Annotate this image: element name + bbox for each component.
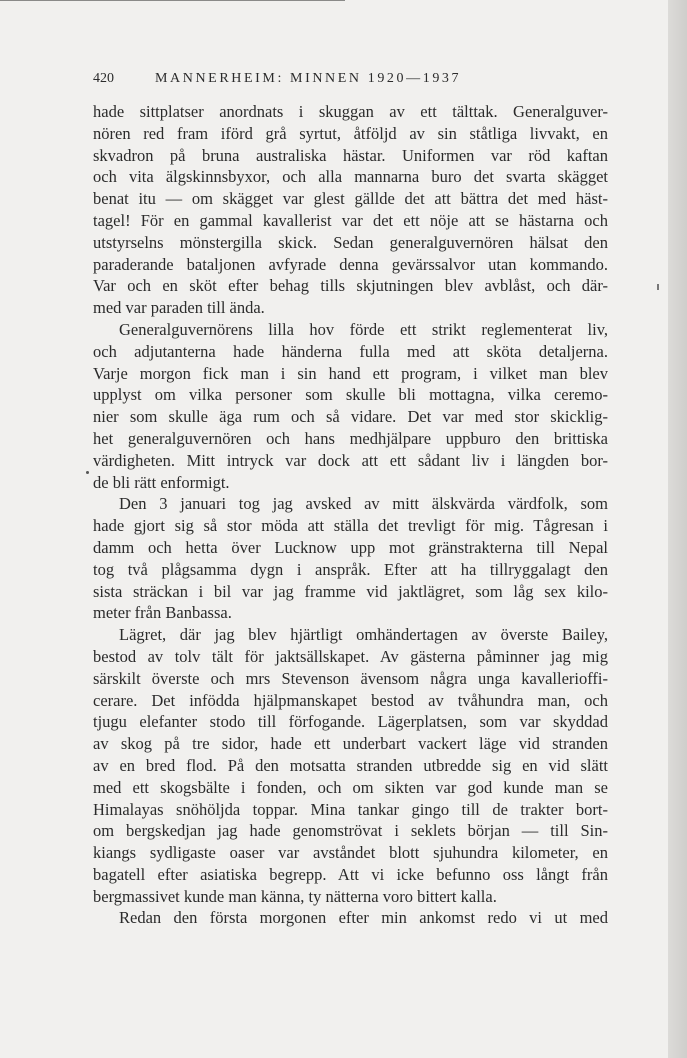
page-edge: [668, 0, 687, 1058]
text-line: Den 3 januari tog jag avsked av mitt älskvärda värdfolk, som: [119, 494, 608, 514]
running-title: MANNERHEIM: MINNEN 1920—1937: [155, 71, 462, 86]
body-text: [93, 101, 608, 929]
text-line: om bergskedjan jag hade genomströvat i seklets början — till Sin-: [93, 821, 608, 841]
text-line: benat itu — om skägget var glest gällde det att bättra det med häst-: [93, 189, 608, 209]
text-line: med ett skogsbälte i fonden, och om sikten var god kunde man se: [93, 777, 608, 797]
text-line: tagel! För en gammal kavallerist var det ett nöje att se hästarna och: [93, 210, 608, 230]
top-rule: [0, 0, 345, 1]
text-line: utstyrselns mönstergilla skick. Sedan generalguvernören hälsat den: [93, 232, 608, 252]
text-line: av en bred flod. På den motsatta stranden utbredde sig en vid slätt: [93, 755, 608, 775]
text-line: nier som skulle äga rum och så vidare. Det var med stor skicklig-: [93, 407, 608, 427]
text-line: skvadron på bruna australiska hästar. Uniformen var röd kaftan: [93, 145, 608, 165]
text-line: het generalguvernören och hans medhjälpare uppburo den brittiska: [93, 428, 608, 448]
text-line: värdigheten. Mitt intryck var dock att ett sådant liv i längden bor-: [93, 450, 608, 470]
text-line: paraderande bataljonen avfyrade denna gevärssalvor utan kommando.: [93, 254, 608, 274]
text-line: Varje morgon fick man i sin hand ett program, i vilket man blev: [93, 363, 608, 383]
text-line: tog två plågsamma dygn i anspråk. Efter att ha tillryggalagt den: [93, 559, 608, 579]
text-line: Generalguvernörens lilla hov förde ett strikt reglementerat liv,: [119, 319, 608, 339]
text-line: och vita älgskinnsbyxor, och alla mannarna buro det svarta skägget: [93, 167, 608, 187]
text-line: cerare. Det infödda hjälpmanskapet bestod av tvåhundra man, och: [93, 690, 608, 710]
text-line: bagatell efter asiatiska begrepp. Att vi icke befunno oss långt från: [93, 864, 608, 884]
text-line: av skog på tre sidor, hade ett underbart vackert läge vid stranden: [93, 734, 608, 754]
margin-mark: [657, 284, 659, 290]
text-line: upplyst om vilka personer som skulle bli mottagna, vilka ceremo-: [93, 385, 608, 405]
running-head: [93, 68, 563, 90]
text-line: och adjutanterna hade händerna fulla med att sköta detaljerna.: [93, 341, 608, 361]
text-line: hade gjort sig så stor möda att ställa det trevligt för mig. Tågresan i: [93, 516, 608, 536]
margin-speck: [86, 471, 89, 474]
text-line: hade sittplatser anordnats i skuggan av ett tälttak. Generalguver-: [93, 102, 608, 121]
text-line: Redan den första morgonen efter min ankomst redo vi ut med: [119, 908, 608, 928]
text-line: tjugu elefanter stodo till förfogande. Lägerplatsen, som var skyddad: [93, 712, 608, 732]
page-number: 420: [93, 71, 114, 86]
text-line: kiangs sydligaste oaser var avståndet blott sjuhundra kilometer, en: [93, 843, 608, 863]
text-line: Lägret, där jag blev hjärtligt omhändertagen av överste Bailey,: [119, 625, 608, 645]
text-line: Var och en sköt efter behag tills skjutningen blev avblåst, och där-: [93, 276, 608, 296]
text-line: de bli rätt enformigt.: [93, 472, 230, 492]
text-line: bestod av tolv tält för jaktsällskapet. Av gästerna påminner jag mig: [93, 646, 608, 666]
text-line: sista sträckan i bil var jag framme vid jaktlägret, som låg sex kilo-: [93, 581, 608, 601]
text-line: damm och hetta över Lucknow upp mot gränstrakterna till Nepal: [93, 537, 608, 557]
text-line: Himalayas snöhöljda toppar. Mina tankar gingo till de trakter bort-: [93, 799, 608, 819]
text-line: särskilt överste och mrs Stevenson ävensom några unga kavallerioffi-: [93, 668, 608, 688]
text-line: nören red fram iförd grå syrtut, åtföljd av sin ståtliga livvakt, en: [93, 123, 608, 143]
text-line: meter från Banbassa.: [93, 603, 232, 623]
text-line: med var paraden till ända.: [93, 298, 265, 318]
text-line: bergmassivet kunde man känna, ty nätterna voro bittert kalla.: [93, 886, 497, 906]
